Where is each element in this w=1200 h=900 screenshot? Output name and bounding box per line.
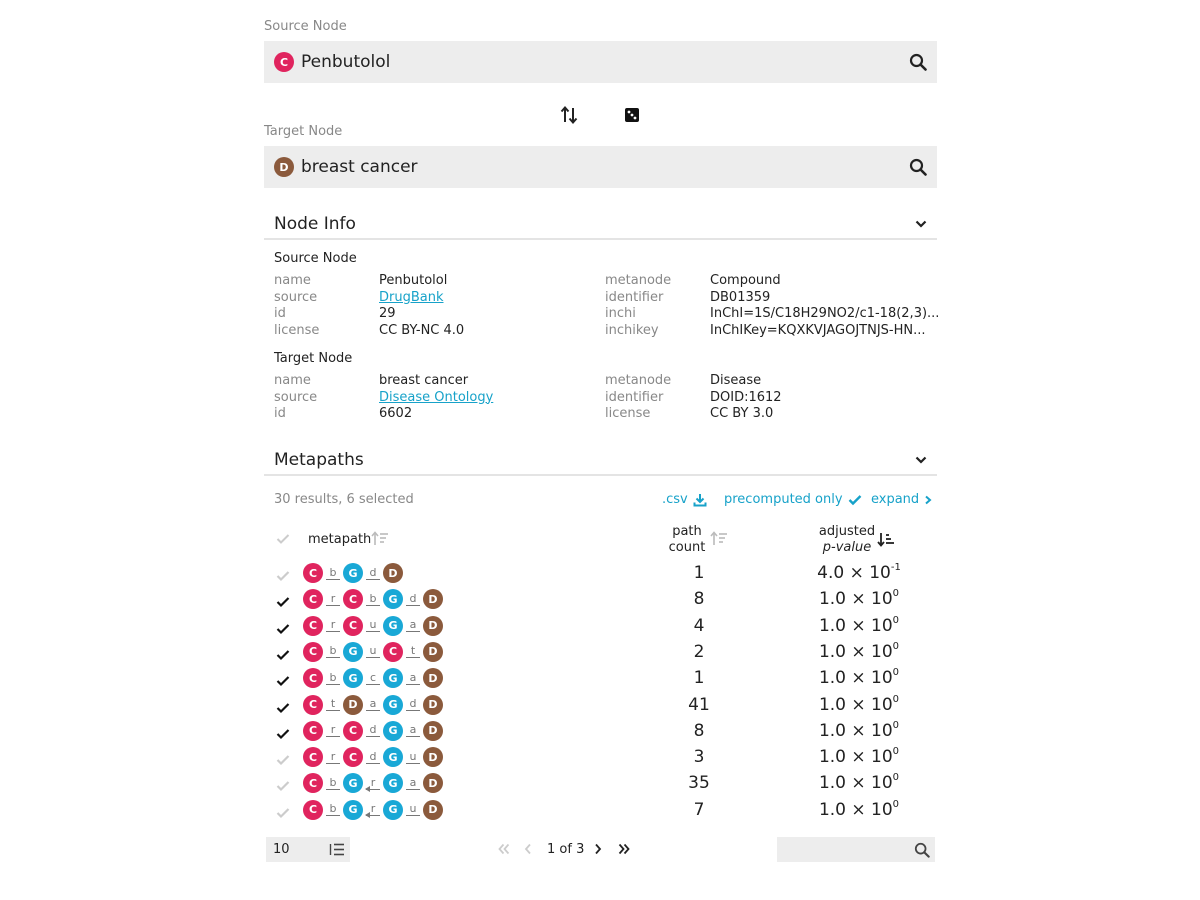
table-row[interactable] bbox=[264, 614, 937, 640]
compound-node-icon: C bbox=[343, 589, 363, 609]
row-unchecked-icon[interactable] bbox=[276, 751, 290, 770]
metapath-edge bbox=[362, 619, 384, 632]
path-count-cell: 4 bbox=[693, 615, 705, 636]
table-row[interactable] bbox=[264, 666, 937, 692]
edge-line bbox=[366, 579, 380, 580]
path-count-cell: 7 bbox=[693, 799, 705, 820]
metapath-edge bbox=[362, 724, 384, 737]
metapaths-title: Metapaths bbox=[274, 450, 364, 470]
edge-line bbox=[406, 631, 420, 632]
gene-node-icon: G bbox=[343, 800, 363, 820]
info-row bbox=[605, 406, 782, 423]
metapath-edge bbox=[362, 803, 384, 816]
path-count-cell: 8 bbox=[693, 720, 705, 741]
compound-node-icon: C bbox=[303, 616, 323, 636]
swap-vertical-icon[interactable] bbox=[560, 105, 578, 125]
gene-node-icon: G bbox=[343, 773, 363, 793]
info-value: Compound bbox=[710, 273, 781, 288]
pvalue-mantissa: 1.0 × 10 bbox=[818, 747, 893, 768]
edge-label: d bbox=[369, 749, 377, 763]
info-key: name bbox=[274, 273, 311, 288]
last-page-icon[interactable] bbox=[617, 842, 631, 856]
edge-line bbox=[326, 763, 340, 764]
edge-label: u bbox=[409, 802, 417, 816]
edge-label: d bbox=[409, 697, 417, 710]
table-row[interactable] bbox=[264, 640, 937, 666]
edge-label: b bbox=[329, 644, 337, 658]
metapath-edge bbox=[322, 672, 344, 685]
pvalue-header-line1: adjusted bbox=[818, 524, 876, 539]
table-row[interactable] bbox=[264, 771, 937, 797]
metapath-edge bbox=[322, 777, 344, 790]
info-row bbox=[274, 306, 464, 323]
info-key: id bbox=[274, 306, 286, 322]
info-row bbox=[605, 373, 782, 390]
table-row[interactable] bbox=[264, 798, 937, 824]
metapath-chain bbox=[303, 695, 443, 715]
compound-node-icon: C bbox=[303, 563, 323, 583]
compound-node-icon: C bbox=[303, 642, 323, 662]
row-checked-icon[interactable] bbox=[276, 646, 290, 665]
metapath-chain bbox=[303, 642, 443, 662]
expand-label: expand bbox=[871, 492, 920, 507]
pvalue-exponent: 0 bbox=[892, 746, 900, 758]
edge-label: b bbox=[369, 591, 377, 605]
chevron-right-icon bbox=[924, 495, 932, 505]
node-info-title: Node Info bbox=[274, 214, 356, 234]
path-count-header-line2: count bbox=[668, 540, 706, 555]
info-key: metanode bbox=[605, 273, 672, 288]
edge-line bbox=[366, 657, 380, 658]
row-unchecked-icon[interactable] bbox=[276, 777, 290, 796]
edge-label: a bbox=[409, 723, 417, 737]
gene-node-icon: G bbox=[383, 589, 403, 609]
edge-label: r bbox=[330, 591, 336, 605]
pvalue-exponent: 0 bbox=[892, 798, 900, 810]
metapath-edge bbox=[402, 619, 424, 632]
check-icon bbox=[848, 494, 862, 506]
path-count-cell: 41 bbox=[688, 694, 710, 715]
disease-node-icon: D bbox=[423, 616, 443, 636]
info-row bbox=[274, 273, 464, 290]
results-count: 30 results, 6 selected bbox=[274, 492, 414, 507]
path-count-cell: 1 bbox=[693, 563, 705, 583]
disease-node-icon: D bbox=[383, 563, 403, 583]
metapath-chain bbox=[303, 721, 443, 741]
search-icon bbox=[914, 842, 930, 858]
info-link[interactable]: Disease Ontology bbox=[379, 389, 494, 405]
info-row bbox=[274, 290, 464, 307]
metapath-chain bbox=[303, 800, 443, 820]
compound-node-icon: C bbox=[303, 773, 323, 793]
pvalue-cell bbox=[794, 615, 924, 636]
metapath-edge bbox=[362, 698, 384, 711]
row-checked-icon[interactable] bbox=[276, 620, 290, 639]
page-indicator: 1 of 3 bbox=[547, 842, 585, 857]
disease-node-icon: D bbox=[423, 747, 443, 767]
chevron-down-icon[interactable] bbox=[915, 219, 927, 229]
pvalue-cell bbox=[794, 562, 924, 583]
edge-label: d bbox=[369, 565, 377, 579]
compound-node-icon: C bbox=[343, 721, 363, 741]
info-row bbox=[274, 373, 493, 390]
expand-button[interactable] bbox=[871, 492, 932, 507]
download-csv-button[interactable] bbox=[662, 492, 707, 507]
metapaths-header[interactable] bbox=[264, 444, 937, 476]
metapath-edge bbox=[402, 593, 424, 606]
edge-label: r bbox=[330, 618, 336, 632]
table-row[interactable] bbox=[264, 587, 937, 613]
path-count-header-line1: path bbox=[672, 524, 702, 539]
metapath-edge bbox=[402, 724, 424, 737]
row-unchecked-icon[interactable] bbox=[276, 567, 290, 586]
edge-label: r bbox=[370, 775, 376, 789]
pvalue-mantissa: 1.0 × 10 bbox=[818, 799, 893, 820]
edge-line bbox=[366, 684, 380, 685]
info-key: source bbox=[274, 289, 318, 305]
target-node-subtitle: Target Node bbox=[274, 351, 353, 366]
gene-node-icon: G bbox=[383, 695, 403, 715]
edge-line bbox=[326, 815, 340, 816]
edge-label: r bbox=[370, 802, 376, 816]
info-key: id bbox=[274, 406, 286, 422]
target-info-left bbox=[274, 373, 493, 423]
first-page-icon[interactable] bbox=[497, 842, 511, 856]
gene-node-icon: G bbox=[343, 642, 363, 662]
disease-node-icon: D bbox=[423, 721, 443, 741]
metapath-edge bbox=[322, 751, 344, 764]
pvalue-mantissa: 1.0 × 10 bbox=[818, 773, 893, 794]
compound-node-icon: C bbox=[303, 589, 323, 609]
metapath-edge bbox=[322, 698, 344, 711]
disease-node-icon: D bbox=[423, 668, 443, 688]
metapath-edge bbox=[402, 777, 424, 790]
edge-line bbox=[406, 789, 420, 790]
page-size-select[interactable] bbox=[266, 837, 350, 862]
edge-label: c bbox=[369, 670, 377, 684]
pvalue-mantissa: 1.0 × 10 bbox=[818, 615, 893, 636]
info-value: DB01359 bbox=[710, 289, 771, 305]
compound-node-icon: C bbox=[383, 642, 403, 662]
table-row[interactable] bbox=[264, 745, 937, 771]
edge-label: d bbox=[409, 591, 417, 605]
metapath-edge bbox=[402, 645, 424, 658]
pvalue-mantissa: 1.0 × 10 bbox=[818, 694, 893, 715]
pvalue-exponent: -1 bbox=[890, 562, 901, 573]
path-count-cell: 2 bbox=[693, 641, 705, 662]
info-row bbox=[605, 390, 782, 407]
edge-label: r bbox=[330, 723, 336, 737]
pvalue-exponent: 0 bbox=[892, 719, 900, 731]
table-row[interactable] bbox=[264, 561, 937, 587]
edge-line bbox=[406, 684, 420, 685]
precomputed-only-toggle[interactable] bbox=[724, 492, 862, 507]
metapath-chain bbox=[303, 773, 443, 793]
pvalue-cell bbox=[794, 667, 924, 688]
sort-ascending-icon[interactable] bbox=[877, 531, 895, 547]
pvalue-exponent: 0 bbox=[892, 693, 900, 705]
pvalue-cell bbox=[794, 694, 924, 715]
gene-node-icon: G bbox=[383, 668, 403, 688]
pvalue-cell bbox=[794, 772, 924, 793]
gene-node-icon: G bbox=[383, 721, 403, 741]
edge-line bbox=[326, 657, 340, 658]
edge-line bbox=[366, 631, 380, 632]
info-key: metanode bbox=[605, 373, 672, 388]
info-key: license bbox=[605, 406, 651, 422]
search-icon[interactable] bbox=[909, 158, 927, 176]
metapath-edge bbox=[362, 777, 384, 790]
edge-label: r bbox=[330, 749, 336, 763]
select-all-checkbox-icon[interactable] bbox=[276, 533, 290, 545]
metapath-edge bbox=[362, 593, 384, 606]
download-icon bbox=[693, 493, 707, 507]
info-row bbox=[605, 306, 939, 323]
edge-label: a bbox=[409, 670, 417, 684]
row-unchecked-icon[interactable] bbox=[276, 804, 290, 823]
edge-line bbox=[406, 605, 420, 606]
disease-node-icon: D bbox=[343, 695, 363, 715]
edge-line bbox=[406, 657, 420, 658]
metapath-chain bbox=[303, 563, 403, 583]
edge-label: t bbox=[410, 644, 416, 658]
pvalue-mantissa: 1.0 × 10 bbox=[818, 668, 893, 689]
source-info-right bbox=[605, 273, 939, 340]
edge-line bbox=[406, 763, 420, 764]
info-row bbox=[274, 390, 493, 407]
info-value: Penbutolol bbox=[379, 273, 448, 288]
edge-line bbox=[326, 736, 340, 737]
info-value: Disease bbox=[710, 373, 762, 388]
pvalue-mantissa: 1.0 × 10 bbox=[818, 589, 893, 610]
pvalue-column-header[interactable] bbox=[812, 524, 882, 556]
edge-line bbox=[406, 815, 420, 816]
edge-label: b bbox=[329, 802, 337, 816]
edge-line bbox=[366, 605, 380, 606]
edge-label: d bbox=[369, 723, 377, 737]
info-value: CC BY 3.0 bbox=[710, 406, 774, 422]
list-numbered-icon bbox=[329, 842, 345, 857]
csv-label: .csv bbox=[662, 492, 688, 507]
metapath-edge bbox=[402, 803, 424, 816]
pvalue-mantissa: 1.0 × 10 bbox=[818, 641, 893, 662]
info-row bbox=[605, 290, 939, 307]
target-node-search[interactable] bbox=[264, 146, 937, 188]
edge-line bbox=[366, 736, 380, 737]
path-count-cell: 3 bbox=[693, 747, 705, 768]
edge-line bbox=[406, 710, 420, 711]
info-value: DOID:1612 bbox=[710, 389, 782, 405]
edge-label: b bbox=[329, 775, 337, 789]
pvalue-cell bbox=[794, 746, 924, 767]
dice-icon[interactable] bbox=[624, 107, 640, 123]
chevron-down-icon[interactable] bbox=[915, 455, 927, 465]
metapath-edge bbox=[322, 593, 344, 606]
metapath-chain bbox=[303, 589, 443, 609]
previous-page-icon[interactable] bbox=[523, 842, 533, 856]
pvalue-cell bbox=[794, 641, 924, 662]
disease-node-icon: D bbox=[423, 589, 443, 609]
edge-label: u bbox=[409, 749, 417, 763]
metapath-edge bbox=[322, 619, 344, 632]
source-node-search[interactable] bbox=[264, 41, 937, 83]
gene-node-icon: G bbox=[383, 747, 403, 767]
node-info-header[interactable] bbox=[264, 208, 937, 240]
gene-node-icon: G bbox=[343, 668, 363, 688]
metapath-edge bbox=[402, 698, 424, 711]
edge-line bbox=[326, 710, 340, 711]
info-value: 29 bbox=[379, 306, 396, 322]
edge-label: t bbox=[330, 697, 336, 710]
metapath-edge bbox=[362, 751, 384, 764]
edge-label: b bbox=[329, 670, 337, 684]
info-row bbox=[274, 323, 464, 340]
pvalue-mantissa: 4.0 × 10 bbox=[817, 563, 891, 583]
pvalue-cell bbox=[794, 799, 924, 820]
edge-arrow-left-icon bbox=[366, 789, 380, 790]
info-key: inchikey bbox=[605, 323, 659, 339]
table-row[interactable] bbox=[264, 693, 937, 719]
edge-line bbox=[326, 789, 340, 790]
precomputed-label: precomputed only bbox=[724, 492, 843, 507]
sort-icon[interactable] bbox=[371, 531, 389, 547]
edge-label: u bbox=[369, 644, 377, 658]
info-value: InChI=1S/C18H29NO2/c1-18(2,3)... bbox=[710, 306, 940, 322]
metapath-edge bbox=[362, 567, 384, 580]
pvalue-cell bbox=[794, 588, 924, 609]
page-size-value: 10 bbox=[273, 842, 290, 857]
edge-label: u bbox=[369, 618, 377, 632]
source-node-input[interactable]: Penbutolol bbox=[301, 52, 391, 72]
metapath-edge bbox=[402, 672, 424, 685]
gene-node-icon: G bbox=[383, 616, 403, 636]
compound-node-icon: C bbox=[303, 721, 323, 741]
pvalue-exponent: 0 bbox=[892, 640, 900, 652]
source-node-label: Source Node bbox=[264, 19, 347, 34]
edge-line bbox=[366, 710, 380, 711]
edge-line bbox=[326, 684, 340, 685]
pvalue-header-line2: p-value bbox=[822, 540, 872, 555]
sort-icon[interactable] bbox=[710, 531, 728, 547]
compound-node-icon: C bbox=[303, 695, 323, 715]
metapath-edge bbox=[362, 672, 384, 685]
metapath-edge bbox=[322, 803, 344, 816]
gene-node-icon: G bbox=[383, 800, 403, 820]
edge-label: b bbox=[329, 565, 337, 579]
info-value: CC BY-NC 4.0 bbox=[379, 323, 465, 339]
metapath-chain bbox=[303, 668, 443, 688]
disease-node-icon: D bbox=[423, 642, 443, 662]
target-info-right bbox=[605, 373, 782, 423]
pvalue-cell bbox=[794, 720, 924, 741]
row-checked-icon[interactable] bbox=[276, 699, 290, 718]
disease-node-icon: D bbox=[423, 773, 443, 793]
path-count-column-header[interactable] bbox=[659, 524, 715, 556]
row-checked-icon[interactable] bbox=[276, 725, 290, 744]
info-key: identifier bbox=[605, 389, 664, 405]
path-count-cell: 35 bbox=[688, 773, 710, 794]
info-key: name bbox=[274, 373, 311, 388]
metapath-edge bbox=[322, 645, 344, 658]
metapath-edge bbox=[322, 724, 344, 737]
table-row[interactable] bbox=[264, 719, 937, 745]
pvalue-mantissa: 1.0 × 10 bbox=[818, 720, 893, 741]
info-key: source bbox=[274, 389, 318, 405]
compound-node-icon: C bbox=[303, 668, 323, 688]
path-count-cell: 1 bbox=[693, 668, 705, 689]
info-value: breast cancer bbox=[379, 373, 469, 388]
compound-node-icon: C bbox=[303, 747, 323, 767]
compound-node-icon: C bbox=[343, 616, 363, 636]
metapath-chain bbox=[303, 616, 443, 636]
pvalue-exponent: 0 bbox=[892, 614, 900, 626]
info-row bbox=[605, 323, 939, 340]
pvalue-exponent: 0 bbox=[892, 667, 900, 679]
target-node-input[interactable]: breast cancer bbox=[301, 157, 418, 177]
row-checked-icon[interactable] bbox=[276, 593, 290, 612]
edge-label: a bbox=[409, 775, 417, 789]
edge-line bbox=[326, 579, 340, 580]
metapath-edge bbox=[402, 751, 424, 764]
gene-node-icon: G bbox=[343, 563, 363, 583]
edge-label: a bbox=[369, 697, 377, 710]
edge-line bbox=[406, 736, 420, 737]
edge-line bbox=[326, 631, 340, 632]
disease-node-icon: D bbox=[423, 695, 443, 715]
info-row bbox=[605, 273, 939, 290]
source-info-left bbox=[274, 273, 464, 340]
disease-badge-icon: D bbox=[274, 157, 294, 177]
metapath-column-header[interactable]: metapath bbox=[308, 532, 372, 547]
info-row bbox=[274, 406, 493, 423]
edge-label: a bbox=[409, 618, 417, 632]
path-count-cell: 8 bbox=[693, 589, 705, 610]
pvalue-exponent: 0 bbox=[892, 588, 900, 600]
edge-line bbox=[366, 763, 380, 764]
info-value: InChIKey=KQXKVJAGOJTNJS-HN... bbox=[710, 323, 926, 339]
compound-badge-icon: C bbox=[274, 52, 294, 72]
search-icon[interactable] bbox=[909, 53, 927, 71]
pvalue-exponent: 0 bbox=[892, 772, 900, 784]
compound-node-icon: C bbox=[303, 800, 323, 820]
edge-arrow-left-icon bbox=[366, 815, 380, 816]
gene-node-icon: G bbox=[383, 773, 403, 793]
info-key: inchi bbox=[605, 306, 636, 322]
metapath-edge bbox=[322, 567, 344, 580]
target-node-label: Target Node bbox=[264, 124, 343, 139]
row-checked-icon[interactable] bbox=[276, 672, 290, 691]
info-link[interactable]: DrugBank bbox=[379, 289, 444, 305]
table-filter-input[interactable] bbox=[777, 837, 935, 862]
compound-node-icon: C bbox=[343, 747, 363, 767]
metapath-chain bbox=[303, 747, 443, 767]
source-node-subtitle: Source Node bbox=[274, 251, 357, 266]
info-key: identifier bbox=[605, 289, 664, 305]
metapath-edge bbox=[362, 645, 384, 658]
info-key: license bbox=[274, 323, 320, 339]
disease-node-icon: D bbox=[423, 800, 443, 820]
next-page-icon[interactable] bbox=[593, 842, 603, 856]
info-value: 6602 bbox=[379, 406, 413, 422]
edge-line bbox=[326, 605, 340, 606]
